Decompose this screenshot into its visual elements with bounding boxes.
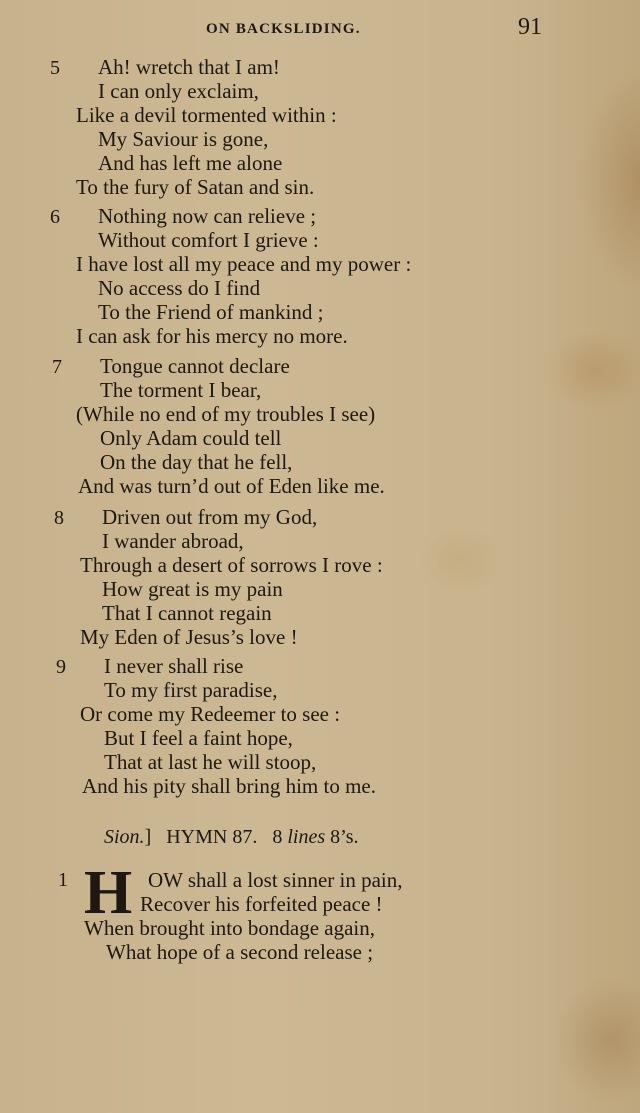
verse-line: How great is my pain xyxy=(102,577,283,601)
hymn-heading xyxy=(104,826,358,849)
running-head: ON BACKSLIDING. xyxy=(206,21,361,37)
verse-line: And his pity shall bring him to me. xyxy=(82,774,376,798)
stanza-number: 1 xyxy=(58,869,68,891)
verse-line: The torment I bear, xyxy=(100,378,262,402)
hymn-title: HYMN 87. xyxy=(166,826,258,848)
stanza-number: 9 xyxy=(56,656,66,678)
verse-line: Through a desert of sorrows I rove : xyxy=(80,553,383,577)
verse-line: Tongue cannot declare xyxy=(100,354,290,378)
tune-name: Sion. xyxy=(104,826,145,848)
verse-line: Ah! wretch that I am! xyxy=(98,55,280,79)
page-header xyxy=(0,14,640,48)
verse-line: Only Adam could tell xyxy=(100,426,282,450)
verse-line: I wander abroad, xyxy=(102,529,244,553)
drop-cap: H xyxy=(84,859,133,927)
verse-line: But I feel a faint hope, xyxy=(104,726,293,750)
verse-line: Or come my Redeemer to see : xyxy=(80,702,341,726)
verse-line: When brought into bondage again, xyxy=(84,916,376,940)
verse-line: OW shall a lost sinner in pain, xyxy=(148,868,403,892)
meter-word: lines xyxy=(287,826,326,848)
stanza-number: 6 xyxy=(50,206,60,228)
verse-line: Without comfort I grieve : xyxy=(98,228,319,252)
stanza-number: 5 xyxy=(50,57,60,79)
stanza-number: 8 xyxy=(54,507,64,529)
stanza-number: 7 xyxy=(52,356,62,378)
verse-line: To my first paradise, xyxy=(104,678,278,702)
verse-line: Driven out from my God, xyxy=(102,505,318,529)
verse-line: I can only exclaim, xyxy=(98,79,259,103)
tune-bracket: ] xyxy=(144,826,152,848)
page-number: 91 xyxy=(518,14,542,40)
verse-line: That at last he will stoop, xyxy=(104,750,317,774)
verse-line: And was turn’d out of Eden like me. xyxy=(78,474,385,498)
verse-line: No access do I find xyxy=(98,276,261,300)
verse-line: To the Friend of mankind ; xyxy=(98,300,324,324)
meter-count: 8 xyxy=(272,826,283,848)
verse-line: My Eden of Jesus’s love ! xyxy=(80,625,298,649)
verse-line: I can ask for his mercy no more. xyxy=(76,324,348,348)
verse-line: Recover his forfeited peace ! xyxy=(140,892,383,916)
verse-line: Like a devil tormented within : xyxy=(76,103,337,127)
verse-line: That I cannot regain xyxy=(102,601,272,625)
verse-line: What hope of a second release ; xyxy=(106,940,374,964)
meter-value: 8’s. xyxy=(330,826,359,848)
verse-line: I have lost all my peace and my power : xyxy=(76,252,412,276)
verse-line: Nothing now can relieve ; xyxy=(98,204,317,228)
verse-line: I never shall rise xyxy=(104,654,244,678)
verse-line: And has left me alone xyxy=(98,151,283,175)
verse-line: To the fury of Satan and sin. xyxy=(76,175,315,199)
verse-line: My Saviour is gone, xyxy=(98,127,269,151)
verse-line: On the day that he fell, xyxy=(100,450,293,474)
verse-line: (While no end of my troubles I see) xyxy=(76,402,376,426)
